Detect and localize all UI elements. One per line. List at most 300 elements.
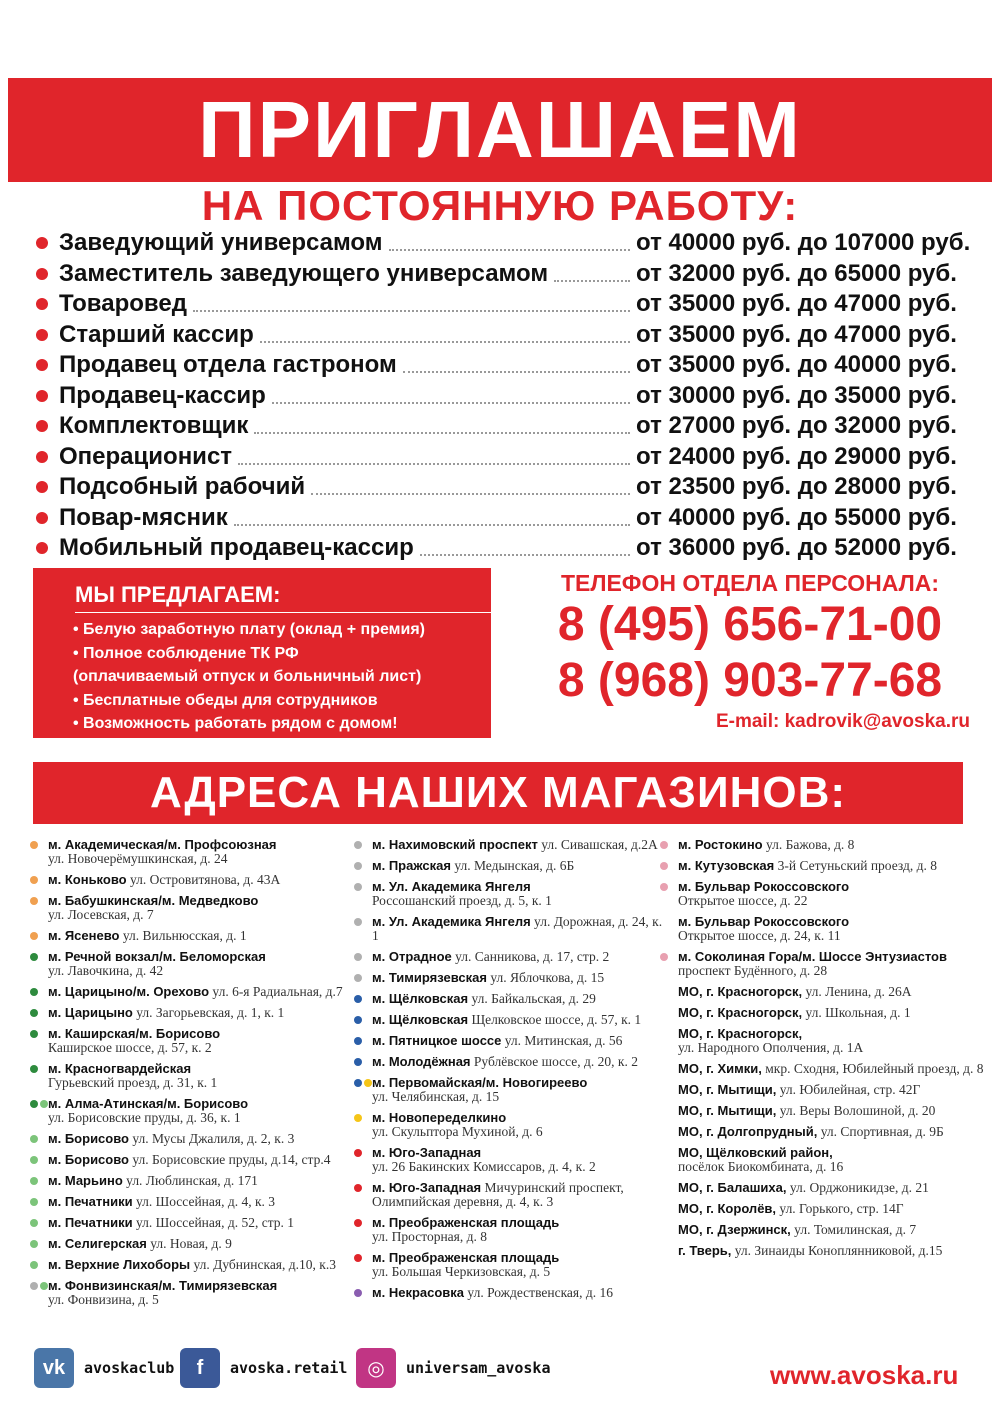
vk-icon[interactable]: vk bbox=[34, 1348, 74, 1388]
metro-line-dot-icon bbox=[354, 974, 362, 982]
metro-line-markers bbox=[354, 1058, 362, 1066]
metro-line-markers bbox=[660, 953, 668, 961]
store-address: ул. Фонвизина, д. 5 bbox=[48, 1292, 159, 1307]
store-address: ул. Вильнюсская, д. 1 bbox=[122, 928, 247, 943]
store-entry bbox=[30, 1027, 350, 1055]
addresses-title-banner bbox=[33, 762, 963, 824]
dotted-leader bbox=[193, 296, 630, 312]
store-station: м. Борисово bbox=[48, 1131, 129, 1146]
store-entry bbox=[354, 1055, 664, 1069]
metro-line-markers bbox=[30, 876, 38, 884]
metro-line-dot-icon bbox=[30, 988, 38, 996]
metro-line-dot-icon bbox=[30, 1219, 38, 1227]
store-station: МО, г. Химки, bbox=[678, 1061, 762, 1076]
facebook-icon[interactable]: f bbox=[180, 1348, 220, 1388]
dotted-leader bbox=[254, 418, 630, 434]
metro-line-dot-icon bbox=[364, 1079, 372, 1087]
metro-line-dot-icon bbox=[30, 841, 38, 849]
store-address: Рублёвское шоссе, д. 20, к. 2 bbox=[473, 1054, 638, 1069]
store-entry bbox=[354, 950, 664, 964]
job-salary: от 27000 руб. до 32000 руб. bbox=[636, 412, 957, 440]
metro-line-dot-icon bbox=[354, 1289, 362, 1297]
social-label[interactable]: avoska.retail bbox=[230, 1359, 348, 1377]
store-address: ул. Яблочкова, д. 15 bbox=[490, 970, 605, 985]
store-entry bbox=[660, 880, 990, 908]
subtitle: НА ПОСТОЯННУЮ РАБОТУ: bbox=[201, 182, 799, 229]
metro-line-dot-icon bbox=[354, 1254, 362, 1262]
job-title: Повар-мясник bbox=[59, 503, 228, 531]
store-address: ул. Ленина, д. 26А bbox=[805, 984, 912, 999]
store-column-2 bbox=[354, 838, 664, 1307]
social-label[interactable]: avoskaclub bbox=[84, 1359, 175, 1377]
dotted-leader bbox=[272, 388, 630, 404]
store-address: ул. Лавочкина, д. 42 bbox=[48, 963, 164, 978]
store-address: ул. Большая Черкизовская, д. 5 bbox=[372, 1264, 551, 1279]
metro-line-dot-icon bbox=[30, 1135, 38, 1143]
store-address: 3-й Сетуньский проезд, д. 8 bbox=[777, 858, 937, 873]
store-address: посёлок Биокомбината, д. 16 bbox=[678, 1159, 844, 1174]
metro-line-dot-icon bbox=[30, 1065, 38, 1073]
store-address: ул. Люблинская, д. 171 bbox=[126, 1173, 258, 1188]
bullet-icon bbox=[36, 237, 48, 249]
store-address: ул. Горького, стр. 14Г bbox=[779, 1201, 904, 1216]
store-station: м. Нахимовский проспект bbox=[372, 837, 538, 852]
store-station: м. Алма-Атинская/м. Борисово bbox=[48, 1096, 249, 1111]
offer-item: • Полное соблюдение ТК РФ bbox=[73, 644, 299, 662]
metro-line-dot-icon bbox=[354, 1058, 362, 1066]
job-title: Операционист bbox=[59, 442, 233, 470]
job-salary: от 35000 руб. до 47000 руб. bbox=[636, 320, 957, 348]
metro-line-dot-icon bbox=[660, 841, 668, 849]
metro-line-dot-icon bbox=[30, 932, 38, 940]
job-salary: от 40000 руб. до 55000 руб. bbox=[636, 503, 957, 531]
job-list bbox=[36, 228, 976, 564]
store-address: мкр. Сходня, Юбилейный проезд, д. 8 bbox=[765, 1061, 984, 1076]
metro-line-dot-icon bbox=[354, 1114, 362, 1122]
store-entry bbox=[354, 859, 664, 873]
bullet-icon bbox=[36, 298, 48, 310]
store-station: м. Новопеределкино bbox=[372, 1110, 507, 1125]
job-title: Мобильный продавец-кассир bbox=[59, 534, 414, 562]
job-row bbox=[36, 472, 976, 503]
metro-line-markers bbox=[354, 918, 362, 926]
social-avoska.retail[interactable] bbox=[180, 1348, 347, 1388]
metro-line-markers bbox=[30, 1156, 38, 1164]
store-entry bbox=[30, 1195, 350, 1209]
metro-line-markers bbox=[354, 1149, 362, 1157]
store-address: ул. Санникова, д. 17, стр. 2 bbox=[455, 949, 610, 964]
job-row bbox=[36, 289, 976, 320]
store-station: м. Печатники bbox=[48, 1215, 133, 1230]
metro-line-markers bbox=[30, 1030, 38, 1038]
bullet-icon bbox=[36, 359, 48, 371]
job-title: Комплектовщик bbox=[59, 412, 249, 440]
store-entry bbox=[660, 1223, 990, 1237]
metro-line-dot-icon bbox=[40, 1100, 48, 1108]
offer-list bbox=[73, 618, 425, 736]
store-entry bbox=[30, 929, 350, 943]
metro-line-markers bbox=[354, 862, 362, 870]
store-entry bbox=[30, 873, 350, 887]
store-address: ул. Борисовские пруды, д.14, стр.4 bbox=[132, 1152, 331, 1167]
job-title: Продавец отдела гастроном bbox=[59, 351, 397, 379]
store-entry bbox=[30, 985, 350, 999]
phone-1[interactable]: 8 (495) 656-71-00 bbox=[557, 598, 943, 651]
store-entry bbox=[30, 1062, 350, 1090]
store-entry bbox=[660, 838, 990, 852]
store-entry bbox=[354, 1111, 664, 1139]
store-entry bbox=[354, 1146, 664, 1174]
job-salary: от 32000 руб. до 65000 руб. bbox=[636, 259, 957, 287]
metro-line-markers bbox=[354, 1219, 362, 1227]
metro-line-dot-icon bbox=[30, 876, 38, 884]
store-station: МО, г. Дзержинск, bbox=[678, 1222, 791, 1237]
job-row bbox=[36, 442, 976, 473]
offer-divider bbox=[75, 612, 493, 613]
metro-line-markers bbox=[354, 1114, 362, 1122]
store-entry bbox=[354, 1013, 664, 1027]
dotted-leader bbox=[311, 479, 630, 495]
job-salary: от 30000 руб. до 35000 руб. bbox=[636, 381, 957, 409]
store-entry bbox=[660, 985, 990, 999]
metro-line-markers bbox=[30, 1177, 38, 1185]
metro-line-dot-icon bbox=[660, 883, 668, 891]
metro-line-markers bbox=[30, 1240, 38, 1248]
dotted-leader bbox=[420, 540, 630, 556]
metro-line-markers bbox=[30, 1261, 38, 1269]
store-entry bbox=[30, 894, 350, 922]
store-address: ул. Сивашская, д.2А bbox=[541, 837, 658, 852]
store-entry bbox=[30, 1174, 350, 1188]
store-entry bbox=[30, 1153, 350, 1167]
store-entry bbox=[30, 1279, 350, 1307]
store-address: ул. Орджоникидзе, д. 21 bbox=[789, 1180, 929, 1195]
dotted-leader bbox=[234, 510, 630, 526]
job-salary: от 35000 руб. до 47000 руб. bbox=[636, 290, 957, 318]
metro-line-dot-icon bbox=[354, 918, 362, 926]
metro-line-dot-icon bbox=[354, 953, 362, 961]
store-address: ул. Медынская, д. 6Б bbox=[454, 858, 575, 873]
store-address: ул. Скульптора Мухиной, д. 6 bbox=[372, 1124, 543, 1139]
store-entry bbox=[354, 1034, 664, 1048]
store-address: Россошанский проезд, д. 5, к. 1 bbox=[372, 893, 552, 908]
store-station: м. Преображенская площадь bbox=[372, 1250, 560, 1265]
store-station: м. Верхние Лихоборы bbox=[48, 1257, 191, 1272]
store-station: г. Тверь, bbox=[678, 1243, 732, 1258]
store-address: ул. Байкальская, д. 29 bbox=[471, 991, 596, 1006]
store-station: м. Бульвар Рокоссовского bbox=[678, 914, 850, 929]
store-entry bbox=[354, 1181, 664, 1209]
metro-line-dot-icon bbox=[354, 841, 362, 849]
store-station: м. Борисово bbox=[48, 1152, 129, 1167]
job-salary: от 36000 руб. до 52000 руб. bbox=[636, 534, 957, 562]
store-entry bbox=[660, 1125, 990, 1139]
job-salary: от 23500 руб. до 28000 руб. bbox=[636, 473, 957, 501]
store-entry bbox=[354, 1216, 664, 1244]
metro-line-dot-icon bbox=[354, 995, 362, 1003]
metro-line-dot-icon bbox=[354, 1016, 362, 1024]
job-row bbox=[36, 503, 976, 534]
store-station: м. Фонвизинская/м. Тимирязевская bbox=[48, 1278, 278, 1293]
store-entry bbox=[660, 1027, 990, 1055]
dotted-leader bbox=[554, 266, 630, 282]
store-entry bbox=[660, 859, 990, 873]
store-address: ул. Челябинская, д. 15 bbox=[372, 1089, 500, 1104]
bullet-icon bbox=[36, 268, 48, 280]
metro-line-dot-icon bbox=[30, 1177, 38, 1185]
store-address: ул. Юбилейная, стр. 42Г bbox=[779, 1082, 921, 1097]
dotted-leader bbox=[260, 327, 630, 343]
contacts-header: ТЕЛЕФОН ОТДЕЛА ПЕРСОНАЛА: bbox=[560, 570, 940, 596]
offer-item: • Бесплатные обеды для сотрудников bbox=[73, 691, 378, 709]
store-station: м. Марьино bbox=[48, 1173, 123, 1188]
store-address: ул. Спортивная, д. 9Б bbox=[820, 1124, 944, 1139]
metro-line-dot-icon bbox=[354, 1079, 362, 1087]
store-column-3 bbox=[660, 838, 990, 1265]
store-address: ул. Шоссейная, д. 4, к. 3 bbox=[135, 1194, 276, 1209]
metro-line-markers bbox=[30, 1135, 38, 1143]
store-address: Каширское шоссе, д. 57, к. 2 bbox=[48, 1040, 212, 1055]
store-station: м. Академическая/м. Профсоюзная bbox=[48, 837, 277, 852]
store-station: м. Печатники bbox=[48, 1194, 133, 1209]
store-station: м. Ясенево bbox=[48, 928, 120, 943]
job-row bbox=[36, 533, 976, 564]
store-station: м. Кутузовская bbox=[678, 858, 775, 873]
job-salary: от 24000 руб. до 29000 руб. bbox=[636, 442, 957, 470]
store-address: ул. 6-я Радиальная, д.7 bbox=[212, 984, 343, 999]
store-entry bbox=[660, 950, 990, 978]
metro-line-dot-icon bbox=[354, 1184, 362, 1192]
metro-line-dot-icon bbox=[354, 1219, 362, 1227]
store-station: МО, г. Красногорск, bbox=[678, 1005, 803, 1020]
store-address: ул. Просторная, д. 8 bbox=[372, 1229, 487, 1244]
store-address: ул. Митинская, д. 56 bbox=[504, 1033, 623, 1048]
bullet-icon bbox=[36, 420, 48, 432]
metro-line-dot-icon bbox=[660, 862, 668, 870]
social-universam_avoska[interactable] bbox=[356, 1348, 551, 1388]
dotted-leader bbox=[389, 235, 630, 251]
metro-line-dot-icon bbox=[40, 1282, 48, 1290]
store-station: м. Ул. Академика Янгеля bbox=[372, 914, 531, 929]
store-station: МО, г. Мытищи, bbox=[678, 1103, 777, 1118]
store-entry bbox=[660, 1202, 990, 1216]
store-address: Гурьевский проезд, д. 31, к. 1 bbox=[48, 1075, 218, 1090]
email-link[interactable]: E-mail: kadrovik@avoska.ru bbox=[715, 711, 970, 732]
store-address: ул. Новочерёмушкинская, д. 24 bbox=[48, 851, 228, 866]
store-entry bbox=[660, 1083, 990, 1097]
store-station: м. Пражская bbox=[372, 858, 451, 873]
store-station: м. Некрасовка bbox=[372, 1285, 465, 1300]
main-title: ПРИГЛАШАЕМ bbox=[198, 85, 802, 174]
metro-line-markers bbox=[30, 953, 38, 961]
store-entry bbox=[354, 971, 664, 985]
metro-line-dot-icon bbox=[660, 953, 668, 961]
store-address: проспект Будённого, д. 28 bbox=[678, 963, 828, 978]
bullet-icon bbox=[36, 329, 48, 341]
store-column-1 bbox=[30, 838, 350, 1314]
store-address: ул. Новая, д. 9 bbox=[150, 1236, 232, 1251]
store-station: МО, г. Мытищи, bbox=[678, 1082, 777, 1097]
store-address: ул. Веры Волошиной, д. 20 bbox=[779, 1103, 936, 1118]
metro-line-dot-icon bbox=[354, 883, 362, 891]
store-address: ул. Рождественская, д. 16 bbox=[467, 1285, 613, 1300]
store-station: м. Бульвар Рокоссовского bbox=[678, 879, 850, 894]
store-station: м. Каширская/м. Борисово bbox=[48, 1026, 221, 1041]
job-title: Подсобный рабочий bbox=[59, 473, 306, 501]
metro-line-markers bbox=[354, 1254, 362, 1262]
store-station: м. Преображенская площадь bbox=[372, 1215, 560, 1230]
store-address: ул. Народного Ополчения, д. 1А bbox=[678, 1040, 864, 1055]
store-station: м. Селигерская bbox=[48, 1236, 147, 1251]
store-address: ул. Загорьевская, д. 1, к. 1 bbox=[136, 1005, 285, 1020]
metro-line-dot-icon bbox=[354, 1037, 362, 1045]
job-row bbox=[36, 259, 976, 290]
addresses-title: АДРЕСА НАШИХ МАГАЗИНОВ: bbox=[149, 768, 847, 817]
main-title-banner bbox=[8, 78, 992, 182]
store-station: МО, г. Красногорск, bbox=[678, 984, 803, 999]
contacts-block bbox=[530, 570, 970, 733]
store-address: ул. Островитянова, д. 43А bbox=[129, 872, 281, 887]
metro-line-markers bbox=[30, 1009, 38, 1017]
job-title: Старший кассир bbox=[59, 320, 254, 348]
metro-line-markers bbox=[354, 1289, 362, 1297]
store-station: МО, г. Красногорск, bbox=[678, 1026, 803, 1041]
offer-item: • Белую заработную плату (оклад + премия) bbox=[73, 621, 426, 638]
metro-line-markers bbox=[354, 1184, 362, 1192]
social-avoskaclub[interactable] bbox=[34, 1348, 174, 1388]
metro-line-markers bbox=[30, 1219, 38, 1227]
store-address: ул. 26 Бакинских Комиссаров, д. 4, к. 2 bbox=[372, 1159, 596, 1174]
store-address: ул. Бажова, д. 8 bbox=[766, 837, 855, 852]
phone-2[interactable]: 8 (968) 903-77-68 bbox=[557, 654, 943, 707]
bullet-icon bbox=[36, 542, 48, 554]
store-station: м. Отрадное bbox=[372, 949, 452, 964]
metro-line-markers bbox=[30, 897, 38, 905]
store-station: м. Ростокино bbox=[678, 837, 763, 852]
job-row bbox=[36, 381, 976, 412]
metro-line-markers bbox=[354, 841, 362, 849]
store-entry bbox=[30, 1097, 350, 1125]
metro-line-markers bbox=[354, 883, 362, 891]
store-station: м. Первомайская/м. Новогиреево bbox=[372, 1075, 588, 1090]
dotted-leader bbox=[403, 357, 630, 373]
metro-line-markers bbox=[354, 1079, 372, 1087]
metro-line-markers bbox=[30, 1100, 48, 1108]
offer-title: МЫ ПРЕДЛАГАЕМ: bbox=[75, 582, 281, 607]
store-address: Щелковское шоссе, д. 57, к. 1 bbox=[471, 1012, 642, 1027]
store-address: Открытое шоссе, д. 22 bbox=[678, 893, 808, 908]
job-title: Продавец-кассир bbox=[59, 381, 266, 409]
store-address: ул. Мусы Джалиля, д. 2, к. 3 bbox=[132, 1131, 295, 1146]
metro-line-markers bbox=[30, 1282, 48, 1290]
store-entry bbox=[660, 1244, 990, 1258]
store-entry bbox=[30, 1216, 350, 1230]
job-title: Заведующий универсамом bbox=[59, 229, 383, 257]
metro-line-markers bbox=[30, 841, 38, 849]
store-station: м. Юго-Западная bbox=[372, 1180, 482, 1195]
metro-line-dot-icon bbox=[30, 1240, 38, 1248]
store-address: Мичуринский проспект, Олимпийская деревня, д. 4, к. 3 bbox=[372, 1180, 624, 1209]
store-entry bbox=[660, 1181, 990, 1195]
store-station: м. Красногвардейская bbox=[48, 1061, 192, 1076]
metro-line-dot-icon bbox=[30, 897, 38, 905]
metro-line-markers bbox=[660, 841, 668, 849]
social-label[interactable]: universam_avoska bbox=[406, 1359, 551, 1377]
store-station: м. Соколиная Гора/м. Шоссе Энтузиастов bbox=[678, 949, 947, 964]
metro-line-dot-icon bbox=[30, 1261, 38, 1269]
offer-box bbox=[33, 568, 491, 738]
metro-line-markers bbox=[354, 974, 362, 982]
store-address: ул. Лосевская, д. 7 bbox=[48, 907, 154, 922]
store-station: м. Царицыно/м. Орехово bbox=[48, 984, 210, 999]
store-entry bbox=[660, 1062, 990, 1076]
job-row bbox=[36, 320, 976, 351]
store-station: МО, Щёлковский район, bbox=[678, 1145, 833, 1160]
offer-item: (оплачиваемый отпуск и больничный лист) bbox=[73, 668, 422, 685]
website-link[interactable]: www.avoska.ru bbox=[770, 1360, 959, 1390]
store-station: м. Речной вокзал/м. Беломорская bbox=[48, 949, 266, 964]
store-entry bbox=[354, 880, 664, 908]
store-address: ул. Шоссейная, д. 52, стр. 1 bbox=[135, 1215, 295, 1230]
store-station: м. Бабушкинская/м. Медведково bbox=[48, 893, 259, 908]
job-row bbox=[36, 350, 976, 381]
store-entry bbox=[660, 1146, 990, 1174]
metro-line-markers bbox=[30, 988, 38, 996]
store-address: Открытое шоссе, д. 24, к. 11 bbox=[678, 928, 841, 943]
store-entry bbox=[660, 1104, 990, 1118]
store-entry bbox=[354, 1286, 664, 1300]
store-entry bbox=[354, 992, 664, 1006]
metro-line-markers bbox=[354, 953, 362, 961]
metro-line-dot-icon bbox=[354, 1149, 362, 1157]
job-row bbox=[36, 228, 976, 259]
metro-line-dot-icon bbox=[30, 1100, 38, 1108]
store-station: м. Щёлковская bbox=[372, 991, 469, 1006]
store-address: ул. Дубнинская, д.10, к.3 bbox=[193, 1257, 336, 1272]
metro-line-markers bbox=[30, 1065, 38, 1073]
store-station: м. Пятницкое шоссе bbox=[372, 1033, 502, 1048]
instagram-icon[interactable]: ◎ bbox=[356, 1348, 396, 1388]
metro-line-markers bbox=[354, 1037, 362, 1045]
store-entry bbox=[30, 1132, 350, 1146]
store-address: ул. Зинаиды Коноплянниковой, д.15 bbox=[734, 1243, 943, 1258]
store-entry bbox=[354, 1076, 664, 1104]
store-station: м. Царицыно bbox=[48, 1005, 133, 1020]
bullet-icon bbox=[36, 390, 48, 402]
metro-line-markers bbox=[30, 932, 38, 940]
store-station: м. Юго-Западная bbox=[372, 1145, 482, 1160]
dotted-leader bbox=[238, 449, 630, 465]
metro-line-markers bbox=[354, 995, 362, 1003]
store-address: ул. Дорожная, д. 24, к. 1 bbox=[372, 914, 663, 943]
job-row bbox=[36, 411, 976, 442]
store-entry bbox=[660, 1006, 990, 1020]
metro-line-dot-icon bbox=[30, 1198, 38, 1206]
store-entry bbox=[354, 838, 664, 852]
store-address: ул. Томилинская, д. 7 bbox=[794, 1222, 917, 1237]
store-station: м. Коньково bbox=[48, 872, 127, 887]
store-address: ул. Школьная, д. 1 bbox=[805, 1005, 911, 1020]
bullet-icon bbox=[36, 512, 48, 524]
store-station: м. Ул. Академика Янгеля bbox=[372, 879, 531, 894]
store-station: МО, г. Долгопрудный, bbox=[678, 1124, 818, 1139]
metro-line-dot-icon bbox=[30, 1282, 38, 1290]
store-entry bbox=[354, 1251, 664, 1279]
store-entry bbox=[30, 1237, 350, 1251]
metro-line-markers bbox=[660, 883, 668, 891]
store-address: ул. Борисовские пруды, д. 36, к. 1 bbox=[48, 1110, 241, 1125]
store-entry bbox=[30, 1258, 350, 1272]
